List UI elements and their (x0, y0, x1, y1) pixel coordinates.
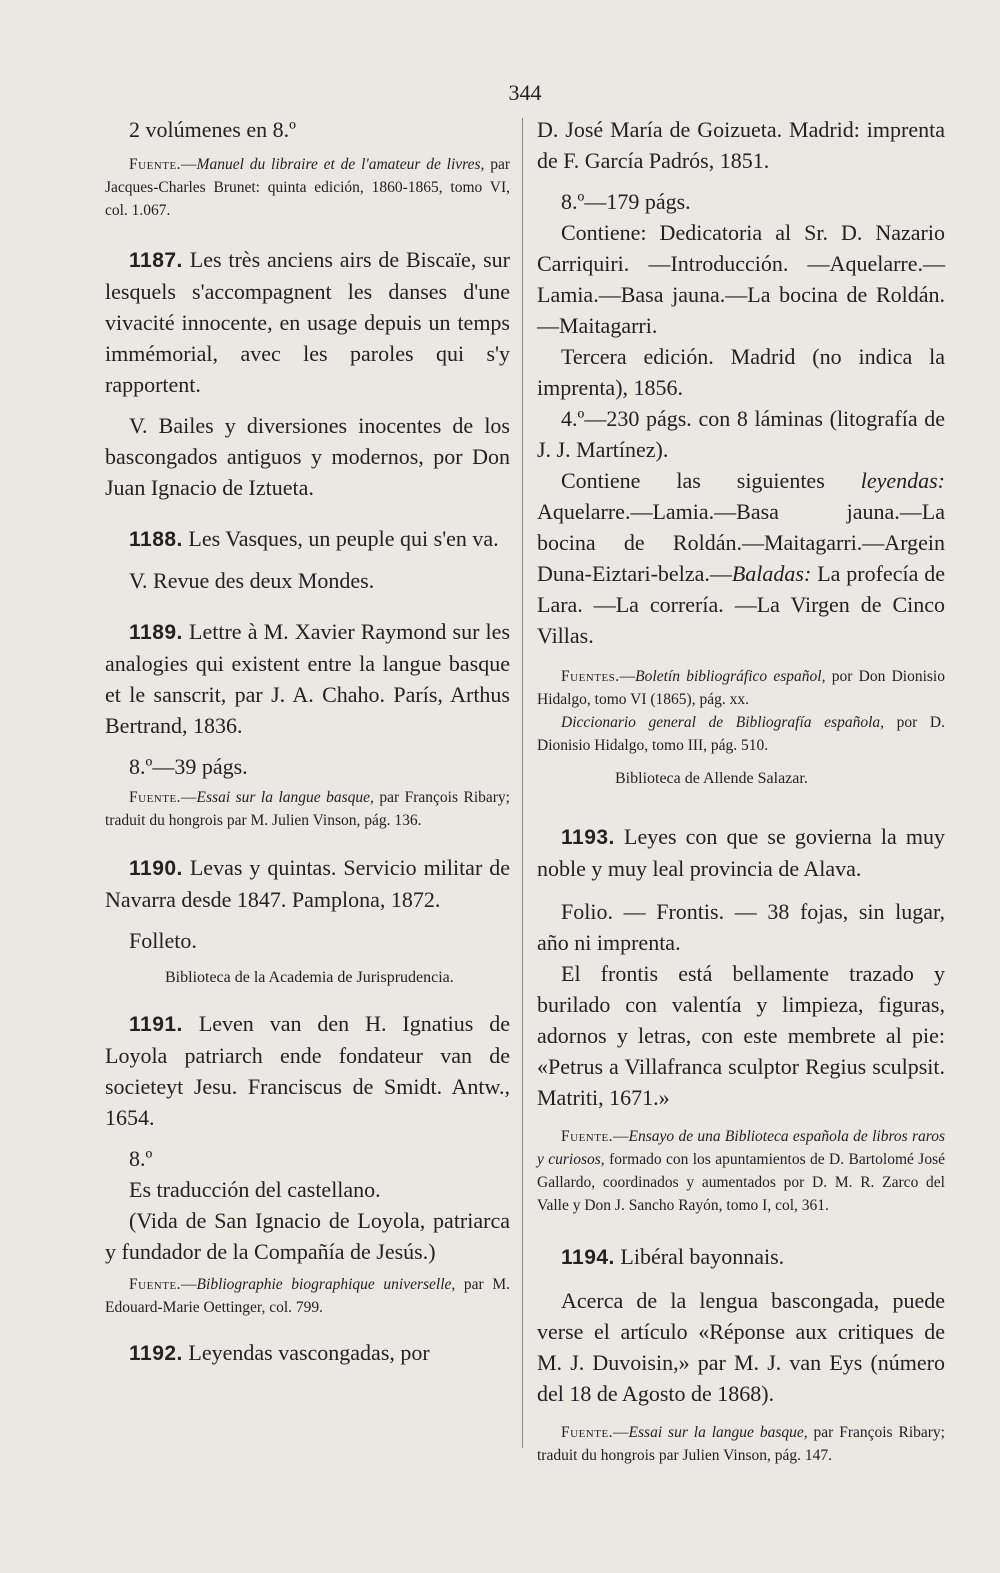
entry-1188 (105, 523, 510, 555)
entry-note: El frontis está bellamente trazado y burilado con valentía y limpieza, figuras, adornos y letras, con este membrete al pie: «Petrus a Villafranca sculptor Regius sculpsit. Matriti, 1671.» (537, 961, 945, 1110)
contents-list: Aquelarre.—Lamia.—Basa jauna.—La bocina de Roldán.—Maitagarri.—Argein Duna-Eiztari-belza.— (537, 499, 945, 586)
entry-size: 4.º—230 págs. con 8 láminas (litografía de J. J. Martínez). (537, 406, 945, 462)
volume-note: 2 volúmenes en 8.º (129, 117, 296, 142)
entry-number: 1190. (129, 857, 183, 880)
source-citation (537, 665, 945, 711)
entry-number: 1189. (129, 621, 183, 644)
library-holding: Biblioteca de Allende Salazar. (615, 770, 808, 787)
entry-size: 8.º—39 págs. (129, 754, 248, 779)
entry-number: 1194. (561, 1246, 615, 1269)
contents-label: Baladas: (731, 561, 812, 586)
source-title: Essai sur la langue basque, (628, 1424, 808, 1441)
entry-number: 1187. (129, 249, 183, 272)
source-citation (537, 711, 945, 757)
entry-title: Les Vasques, un peuple qui s'en va. (182, 526, 499, 551)
source-label: Fuente. (561, 1128, 614, 1145)
entry-number: 1192. (129, 1342, 183, 1365)
source-details: por D. Dionisio Hidalgo, tomo III, pág. 510. (537, 714, 945, 754)
entry-size: 8.º—179 págs. (561, 189, 691, 214)
column-divider (522, 118, 523, 1448)
source-citation (105, 786, 510, 832)
entry-note: Es traducción del castellano. (129, 1177, 381, 1202)
source-title: Ensayo de una Biblioteca española de libros raros y curiosos, (537, 1128, 945, 1168)
source-dash: — (619, 668, 636, 685)
source-title: Boletín bibliográfico español, (635, 668, 826, 685)
source-details: par M. Edouard-Marie Oettinger, col. 799. (105, 1276, 510, 1316)
source-label: Fuente. (129, 789, 182, 806)
entry-note: V. Bailes y diversiones inocentes de los bascongados antiguos y modernos, por Don Juan Ignacio de Iztueta. (105, 413, 510, 500)
source-title: Manuel du libraire et de l'amateur de livres, (196, 156, 485, 173)
source-details: formado con los apuntamientos de D. Bartolomé José Gallardo, coordinados y aumentados por D. M. R. Zarco del Valle y Don J. Sancho Rayón, tomo I, col, 361. (537, 1151, 945, 1214)
source-dash: — (181, 156, 197, 173)
entry-1192-continued: D. José María de Goizueta. Madrid: imprenta de F. García Padrós, 1851. (537, 117, 945, 173)
source-title: Diccionario general de Bibliografía española, (561, 714, 885, 731)
entry-note: Acerca de la lengua bascongada, puede verse el artículo «Réponse aux critiques de M. J. Duvoisin,» par M. J. van Eys (número del 18 de Agosto de 1868). (537, 1288, 945, 1406)
entry-size: 8.º (129, 1146, 153, 1171)
entry-contents: Contiene: Dedicatoria al Sr. D. Nazario Carriquiri. —Introducción. —Aquelarre.—Lamia.—Basa jauna.—La bocina de Roldán.—Maitagarri. (537, 220, 945, 338)
entry-format: Folio. — Frontis. — 38 fojas, sin lugar, año ni imprenta. (537, 899, 945, 955)
source-label: Fuente. (561, 1424, 614, 1441)
page-number: 344 (508, 80, 542, 105)
source-label: Fuente. (129, 1276, 182, 1293)
entry-1189 (105, 616, 510, 741)
source-dash: — (613, 1128, 629, 1145)
source-dash: — (613, 1424, 629, 1441)
source-citation (537, 1421, 945, 1467)
entry-1187 (105, 244, 510, 400)
entry-1194 (537, 1241, 945, 1273)
entry-title: Levas y quintas. Servicio militar de Navarra desde 1847. Pamplona, 1872. (105, 855, 510, 912)
source-details: par François Ribary; traduit du hongrois par M. Julien Vinson, pág. 136. (105, 789, 510, 829)
entry-title: Les très anciens airs de Biscaïe, sur lesquels s'accompagnent les danses d'une vivacité innocente, en usage depuis un temps immémorial, avec les paroles qui s'y rapportent. (105, 247, 510, 397)
entry-edition: Tercera edición. Madrid (no indica la imprenta), 1856. (537, 344, 945, 400)
entry-note: (Vida de San Ignacio de Loyola, patriarca y fundador de la Compañía de Jesús.) (105, 1208, 510, 1264)
source-label: Fuentes. (561, 668, 620, 685)
entry-title: Lettre à M. Xavier Raymond sur les analogies qui existent entre la langue basque et le sanscrit, par J. A. Chaho. París, Arthus Bertrand, 1836. (105, 619, 510, 738)
contents-label: leyendas: (860, 468, 945, 493)
entry-title: Leven van den H. Ignatius de Loyola patriarch ende fondateur van de societeyt Jesu. Franciscus de Smidt. Antw., 1654. (105, 1011, 510, 1130)
left-column (105, 114, 510, 1369)
entry-number: 1188. (129, 528, 183, 551)
entry-format: Folleto. (129, 928, 197, 953)
source-title: Bibliographie biographique universelle, (196, 1276, 456, 1293)
contents-intro: Contiene las siguientes (561, 468, 861, 493)
source-details: par François Ribary; traduit du hongrois par Julien Vinson, pág. 147. (537, 1424, 945, 1464)
source-title: Essai sur la langue basque, (196, 789, 374, 806)
entry-1190 (105, 852, 510, 915)
source-citation (105, 1273, 510, 1319)
source-dash: — (181, 789, 197, 806)
source-citation (537, 1125, 945, 1217)
entry-number: 1193. (561, 826, 615, 849)
source-dash: — (181, 1276, 197, 1293)
entry-title: Leyes con que se govierna la muy noble y muy leal provincia de Alava. (537, 824, 945, 881)
entry-title: Libéral bayonnais. (614, 1244, 785, 1269)
contents-list: La profecía de Lara. —La correría. —La Virgen de Cinco Villas. (537, 561, 945, 648)
source-details: por Don Dionisio Hidalgo, tomo VI (1865), pág. xx. (537, 668, 945, 708)
source-details: par Jacques-Charles Brunet: quinta edición, 1860-1865, tomo VI, col. 1.067. (105, 156, 510, 219)
library-holding: Biblioteca de la Academia de Jurisprudencia. (165, 969, 454, 986)
source-label: Fuente. (129, 156, 182, 173)
entry-1193 (537, 821, 945, 884)
entry-1192 (105, 1337, 510, 1369)
entry-note: V. Revue des deux Mondes. (129, 568, 375, 593)
entry-title: Leyendas vascongadas, por (182, 1340, 430, 1365)
right-column (537, 114, 945, 1467)
source-citation (105, 153, 510, 222)
entry-contents (537, 465, 945, 651)
entry-1191 (105, 1008, 510, 1133)
entry-number: 1191. (129, 1013, 183, 1036)
